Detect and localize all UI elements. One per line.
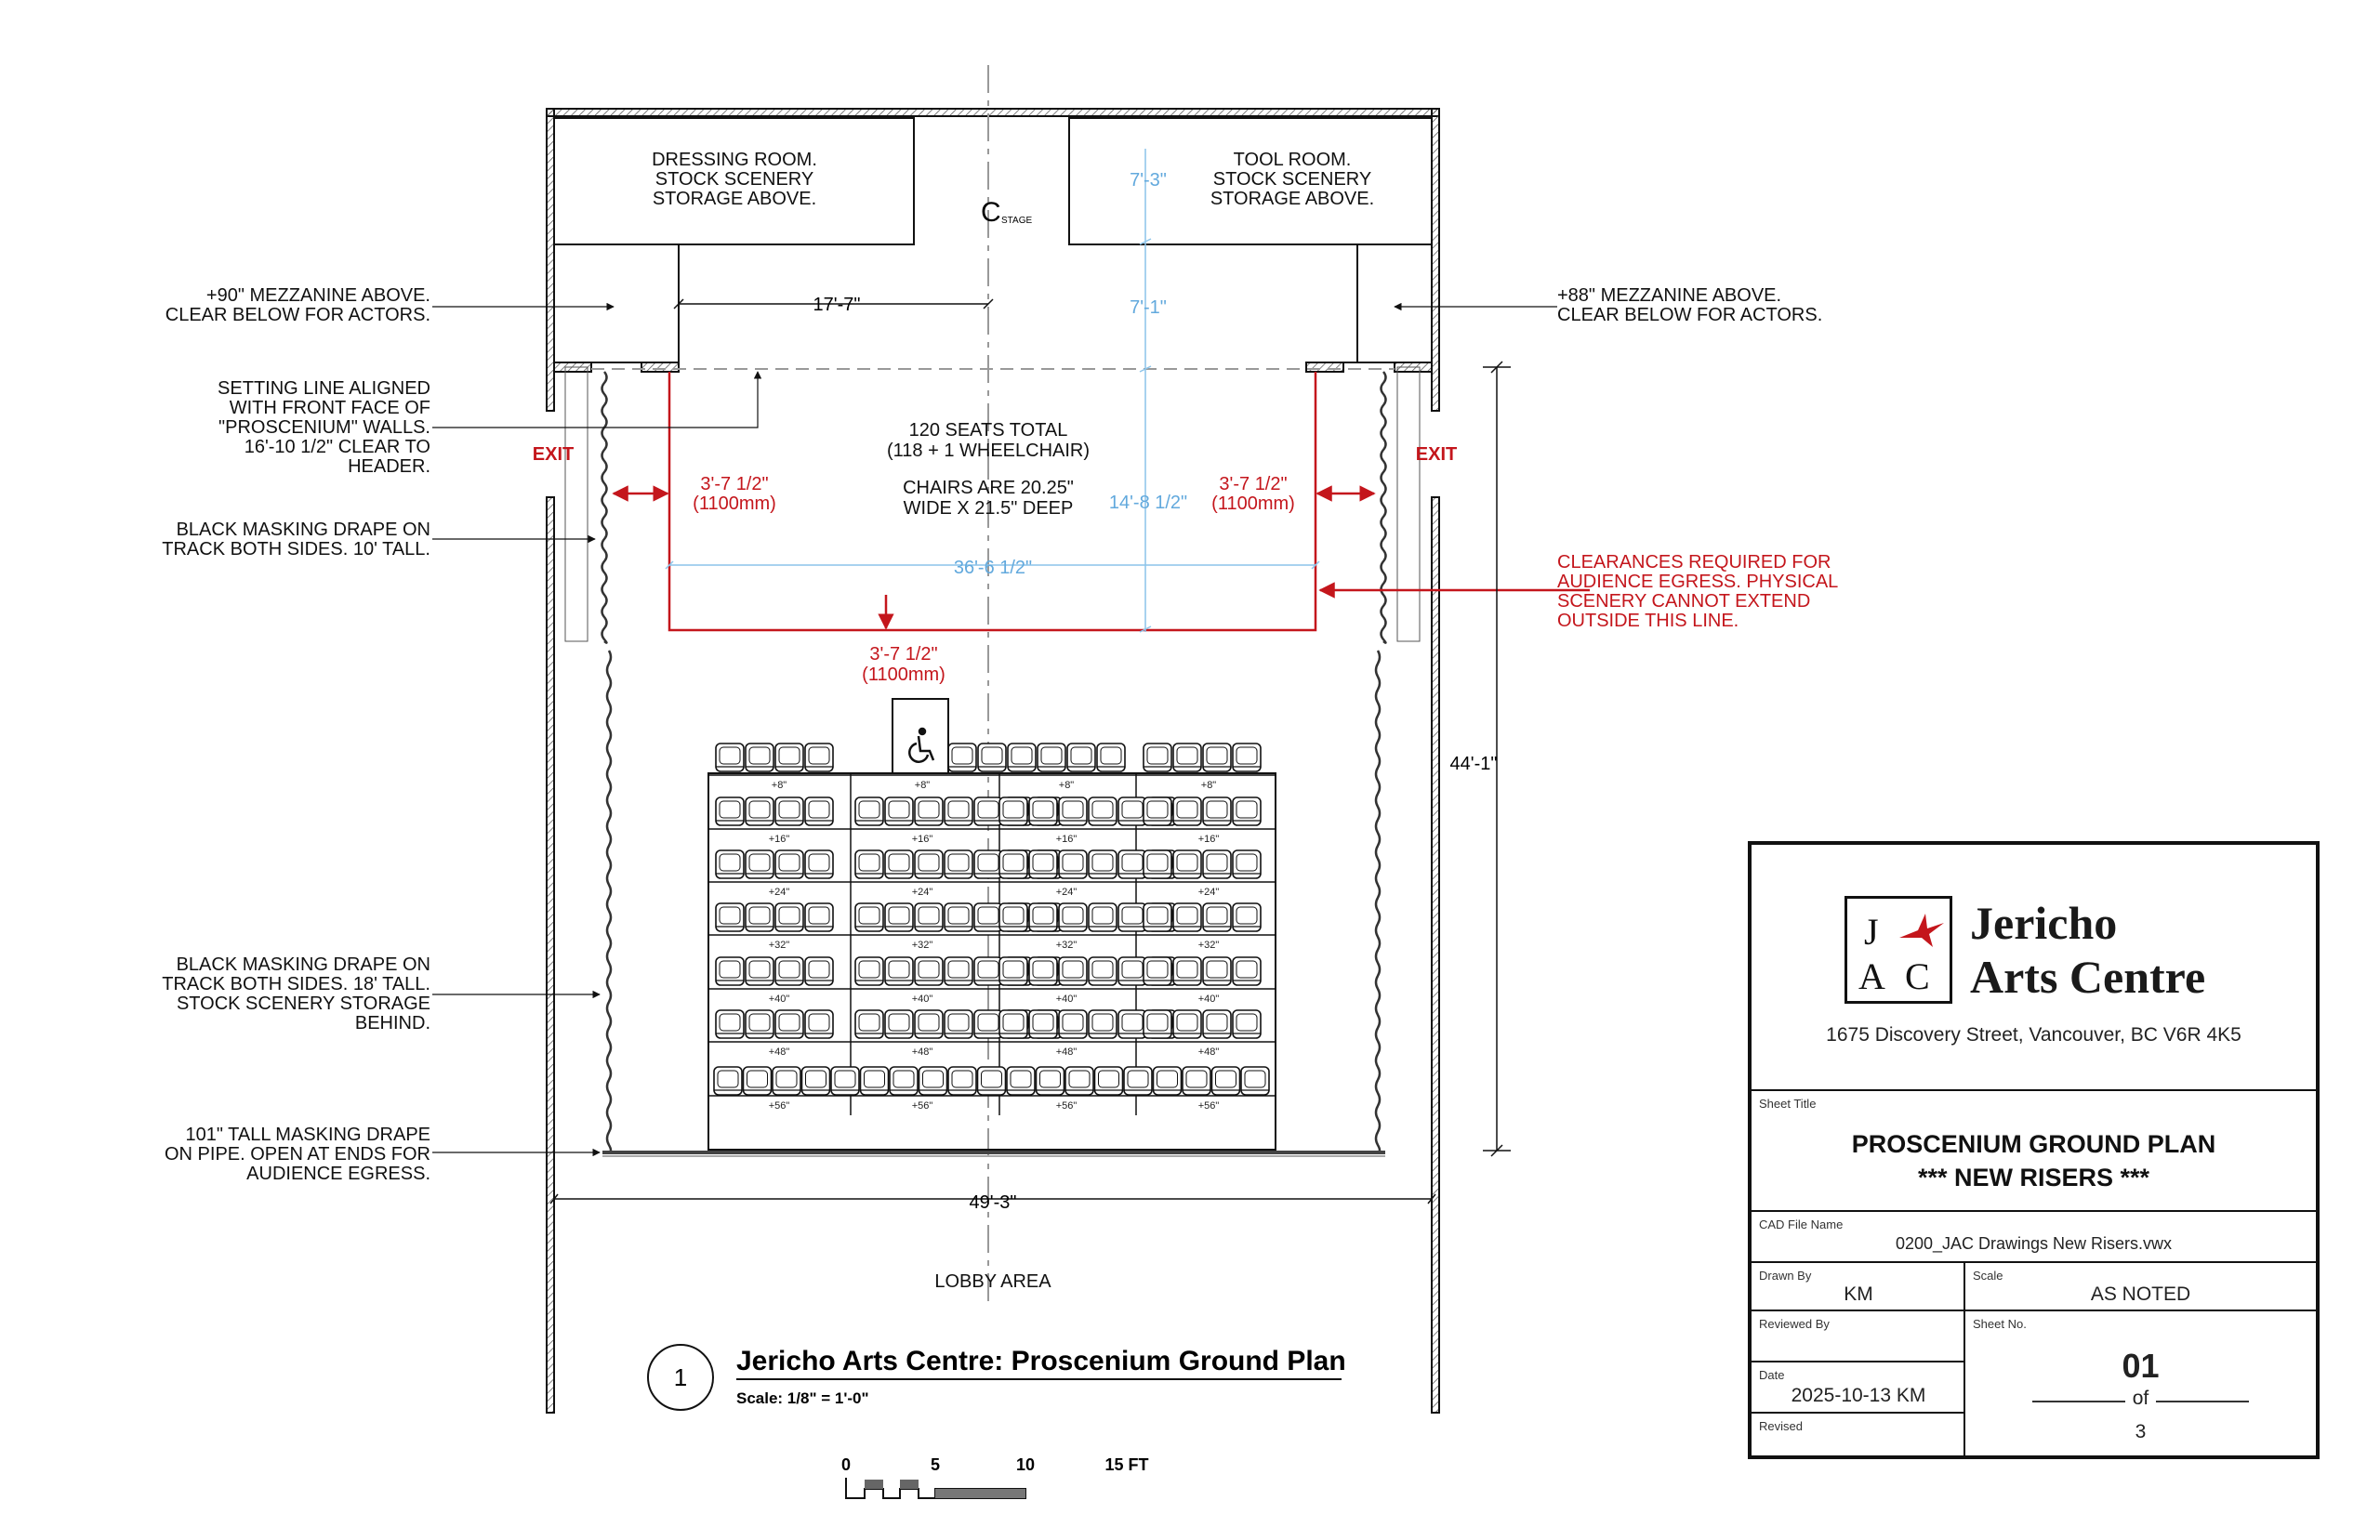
left-notes (162, 285, 430, 1184)
audience-seat (885, 1010, 913, 1038)
riser-height-label: +40" (911, 994, 933, 1005)
audience-seat (885, 850, 913, 878)
sheet-number-cell: Sheet No. 01 of 3 (1965, 1311, 2316, 1455)
drawn-by: KM (1844, 1283, 1873, 1305)
audience-seat (831, 1067, 859, 1095)
svg-text:5: 5 (930, 1455, 941, 1474)
date-value: 2025-10-13 KM (1791, 1385, 1926, 1406)
audience-seat (978, 1067, 1006, 1095)
svg-text:"PROSCENIUM" WALLS.: "PROSCENIUM" WALLS. (218, 417, 430, 438)
audience-seat (1173, 797, 1201, 825)
audience-seat (775, 850, 803, 878)
tool-room-label (1210, 150, 1374, 209)
audience-seat (1029, 957, 1057, 985)
riser-height-label: +16" (911, 834, 933, 845)
audience-seat (855, 903, 883, 931)
svg-text:+90" MEZZANINE ABOVE.: +90" MEZZANINE ABOVE. (205, 285, 430, 306)
riser-height-label: +40" (1055, 994, 1078, 1005)
title-block (1748, 841, 2320, 1459)
audience-seat (775, 1010, 803, 1038)
svg-text:(118 + 1 WHEELCHAIR): (118 + 1 WHEELCHAIR) (886, 441, 1091, 461)
svg-text:TRACK BOTH SIDES. 10' TALL.: TRACK BOTH SIDES. 10' TALL. (162, 539, 430, 559)
audience-seat (1007, 1067, 1035, 1095)
audience-seat (1154, 1067, 1182, 1095)
of-label: of (2132, 1388, 2149, 1409)
audience-seat (716, 957, 744, 985)
audience-seat (1037, 1067, 1064, 1095)
exit-label-right: EXIT (1415, 444, 1458, 465)
audience-seat (1144, 903, 1171, 931)
audience-seat (1089, 1010, 1117, 1038)
audience-seat (915, 1010, 943, 1038)
lobby-label: LOBBY AREA (934, 1271, 1051, 1292)
scale-value: AS NOTED (2090, 1283, 2191, 1305)
audience-seat (805, 903, 833, 931)
audience-seat (1233, 903, 1261, 931)
riser-height-label: +16" (768, 834, 790, 845)
svg-text:BLACK MASKING DRAPE ON: BLACK MASKING DRAPE ON (176, 954, 430, 975)
sheet-subtitle: *** NEW RISERS *** (1917, 1164, 2150, 1191)
audience-seat (855, 957, 883, 985)
audience-seat (773, 1067, 800, 1095)
dim-17-7: 17'-7" (813, 295, 861, 315)
svg-text:101" TALL MASKING DRAPE: 101" TALL MASKING DRAPE (185, 1125, 430, 1145)
svg-text:CLEAR BELOW FOR ACTORS.: CLEAR BELOW FOR ACTORS. (165, 305, 430, 325)
audience-seat (978, 744, 1006, 771)
audience-seat (805, 744, 833, 771)
svg-text:WITH FRONT FACE OF: WITH FRONT FACE OF (229, 398, 430, 418)
svg-text:STOCK SCENERY: STOCK SCENERY (1212, 169, 1372, 190)
audience-seat (1203, 744, 1231, 771)
riser-height-label: +48" (1055, 1046, 1078, 1058)
audience-seat (974, 797, 1002, 825)
audience-seat (945, 957, 972, 985)
svg-text:10: 10 (1015, 1455, 1036, 1474)
audience-seat (746, 957, 774, 985)
audience-seat (1203, 850, 1231, 878)
audience-seat (744, 1067, 772, 1095)
svg-text:AUDIENCE EGRESS. PHYSICAL: AUDIENCE EGRESS. PHYSICAL (1557, 572, 1839, 592)
riser-height-label: +40" (1197, 994, 1220, 1005)
riser-height-label: +48" (1197, 1046, 1220, 1058)
org-name: Jericho Arts Centre (1970, 897, 2206, 1003)
drawing-number: 1 (673, 1363, 688, 1391)
audience-seat (1241, 1067, 1269, 1095)
audience-seat (1089, 957, 1117, 985)
dim-14-8: 14'-8 1/2" (1108, 493, 1188, 513)
svg-text:BLACK MASKING DRAPE ON: BLACK MASKING DRAPE ON (176, 520, 430, 540)
audience-seat (885, 797, 913, 825)
audience-seat (945, 797, 972, 825)
audience-seat (714, 1067, 742, 1095)
sheet-title-cell: Sheet Title PROSCENIUM GROUND PLAN *** NEW RISERS *** (1752, 1091, 2316, 1212)
clearance-front-imperial: 3'-7 1/2" (869, 644, 938, 665)
audience-seat (1059, 1010, 1087, 1038)
audience-seat (861, 1067, 889, 1095)
audience-seat (1089, 850, 1117, 878)
svg-text:TRACK BOTH SIDES. 18' TALL.: TRACK BOTH SIDES. 18' TALL. (162, 974, 430, 994)
wheelchair-space (892, 699, 948, 773)
audience-seat (1233, 1010, 1261, 1038)
audience-seat (1144, 797, 1171, 825)
svg-text:15 FT: 15 FT (1104, 1455, 1149, 1474)
audience-seat (1233, 797, 1261, 825)
clearance-left-metric: (1100mm) (693, 494, 776, 514)
audience-seat (1008, 744, 1036, 771)
sheet-number: 01 (2122, 1347, 2160, 1385)
right-mezzanine-note (1557, 285, 1822, 325)
svg-text:+88" MEZZANINE ABOVE.: +88" MEZZANINE ABOVE. (1557, 285, 1782, 306)
audience-seat (1059, 957, 1087, 985)
clearance-front-metric: (1100mm) (862, 665, 945, 685)
audience-seat (974, 957, 1002, 985)
audience-seat (1203, 797, 1231, 825)
audience-seat (999, 797, 1027, 825)
audience-seat (1203, 903, 1231, 931)
sheet-total: 3 (2135, 1421, 2147, 1442)
drawn-by-cell: Drawn By KM (1752, 1263, 1965, 1311)
sheet-title: PROSCENIUM GROUND PLAN (1851, 1130, 2216, 1158)
audience-seat (775, 903, 803, 931)
audience-seat (1118, 1010, 1146, 1038)
svg-text:STORAGE ABOVE.: STORAGE ABOVE. (1210, 189, 1375, 209)
clearance-left-imperial: 3'-7 1/2" (700, 474, 769, 494)
riser-height-label: +32" (1055, 940, 1078, 951)
svg-text:DRESSING ROOM.: DRESSING ROOM. (652, 150, 817, 170)
riser-height-label: +24" (1197, 887, 1220, 898)
audience-seat (1089, 903, 1117, 931)
audience-seat (1089, 797, 1117, 825)
cad-file-name: 0200_JAC Drawings New Risers.vwx (1895, 1234, 2173, 1253)
riser-height-label: +32" (1197, 940, 1220, 951)
dim-7-1: 7'-1" (1130, 297, 1167, 318)
audience-seat (1124, 1067, 1152, 1095)
clearance-right-metric: (1100mm) (1211, 494, 1295, 514)
title-block-header (1752, 845, 2316, 1091)
dim-49-3: 49'-3" (969, 1192, 1017, 1213)
audience-seat (915, 850, 943, 878)
revised-cell: Revised (1752, 1414, 1965, 1455)
audience-seat (890, 1067, 918, 1095)
audience-seat (1118, 797, 1146, 825)
audience-seat (1173, 850, 1201, 878)
audience-seat (1118, 850, 1146, 878)
cad-file-cell: CAD File Name 0200_JAC Drawings New Risers.vwx (1752, 1212, 2316, 1263)
svg-text:ON PIPE. OPEN AT ENDS FOR: ON PIPE. OPEN AT ENDS FOR (165, 1144, 430, 1165)
audience-seat (1144, 850, 1171, 878)
audience-seat (948, 1067, 976, 1095)
riser-height-label: +24" (911, 887, 933, 898)
dim-44-1: 44'-1" (1449, 754, 1498, 774)
exit-label-left: EXIT (532, 444, 575, 465)
svg-text:BEHIND.: BEHIND. (354, 1013, 430, 1033)
scale-cell: Scale AS NOTED (1965, 1263, 2316, 1311)
audience-seat (885, 957, 913, 985)
audience-seat (1067, 744, 1095, 771)
riser-height-label: +16" (1055, 834, 1078, 845)
audience-seat (1144, 744, 1171, 771)
audience-seat (915, 903, 943, 931)
audience-seat (1203, 1010, 1231, 1038)
riser-height-label: +40" (768, 994, 790, 1005)
audience-seat (1173, 957, 1201, 985)
svg-text:STOCK SCENERY: STOCK SCENERY (654, 169, 814, 190)
audience-seat (1203, 957, 1231, 985)
audience-seat (1029, 797, 1057, 825)
riser-height-label: +48" (911, 1046, 933, 1058)
audience-seat (1173, 744, 1201, 771)
audience-seat (805, 850, 833, 878)
audience-seat (1038, 744, 1065, 771)
clearance-note (1557, 552, 1838, 631)
audience-seat (775, 957, 803, 985)
audience-seat (716, 797, 744, 825)
audience-seat (945, 903, 972, 931)
audience-seat (999, 957, 1027, 985)
riser-height-label: +32" (768, 940, 790, 951)
dim-7-3: 7'-3" (1130, 170, 1167, 191)
audience-seat (805, 797, 833, 825)
audience-seat (974, 850, 1002, 878)
audience-seat (746, 903, 774, 931)
audience-seat (1065, 1067, 1093, 1095)
audience-seat (746, 744, 774, 771)
audience-seat (716, 1010, 744, 1038)
audience-seat (948, 744, 976, 771)
audience-seat (1144, 1010, 1171, 1038)
centerline-symbol: C (981, 197, 1001, 228)
jac-logo (1844, 896, 1952, 1004)
audience-seat (1059, 903, 1087, 931)
drawing-label (648, 1345, 1346, 1410)
riser-height-label: +8" (914, 780, 931, 791)
audience-seat (716, 903, 744, 931)
svg-text:0: 0 (840, 1455, 852, 1474)
drawing-title: Jericho Arts Centre: Proscenium Ground Plan (736, 1346, 1346, 1376)
riser-height-label: +24" (1055, 887, 1078, 898)
audience-seat (1029, 1010, 1057, 1038)
audience-seat (945, 850, 972, 878)
reviewed-by-cell: Reviewed By (1752, 1311, 1965, 1362)
audience-seat (746, 1010, 774, 1038)
audience-seat (1233, 850, 1261, 878)
egress-clearance-zone (614, 372, 1590, 744)
audience-seat (1095, 1067, 1123, 1095)
audience-seat (775, 744, 803, 771)
riser-height-label: +56" (768, 1100, 790, 1112)
bird-icon (1897, 910, 1946, 951)
audience-seat (885, 903, 913, 931)
svg-text:WIDE X 21.5" DEEP: WIDE X 21.5" DEEP (903, 498, 1074, 519)
audience-seat (1059, 850, 1087, 878)
audience-seat (1097, 744, 1125, 771)
audience-seat (1029, 903, 1057, 931)
audience-seat (775, 797, 803, 825)
riser-height-label: +8" (1200, 780, 1217, 791)
audience-seat (1183, 1067, 1210, 1095)
svg-text:STORAGE ABOVE.: STORAGE ABOVE. (652, 189, 817, 209)
riser-height-label: +8" (771, 780, 787, 791)
audience-seat (802, 1067, 830, 1095)
audience-seat (1029, 850, 1057, 878)
riser-height-label: +8" (1058, 780, 1075, 791)
audience-seat (999, 903, 1027, 931)
riser-height-label: +16" (1197, 834, 1220, 845)
audience-seat (915, 957, 943, 985)
audience-seat (919, 1067, 947, 1095)
scale-bar (841, 1455, 1149, 1498)
org-address: 1675 Discovery Street, Vancouver, BC V6R 4K5 (1826, 1024, 2241, 1046)
audience-seat (716, 744, 744, 771)
audience-seat (1212, 1067, 1240, 1095)
audience-seat (1144, 957, 1171, 985)
dim-36-6: 36'-6 1/2" (953, 558, 1033, 578)
date-cell: Date 2025-10-13 KM (1752, 1362, 1965, 1414)
dressing-room-label (652, 150, 817, 209)
audience-seat (1233, 957, 1261, 985)
audience-seat (974, 903, 1002, 931)
drawing-scale: Scale: 1/8" = 1'-0" (736, 1389, 869, 1407)
svg-text:HEADER.: HEADER. (348, 456, 430, 477)
svg-text:CHAIRS ARE 20.25": CHAIRS ARE 20.25" (903, 478, 1074, 498)
audience-seat (855, 797, 883, 825)
audience-seat (855, 850, 883, 878)
audience-seat (974, 1010, 1002, 1038)
audience-seat (1118, 903, 1146, 931)
svg-text:CLEARANCES REQUIRED FOR: CLEARANCES REQUIRED FOR (1557, 552, 1831, 573)
audience-seat (855, 1010, 883, 1038)
riser-height-label: +56" (1197, 1100, 1220, 1112)
logo-letter-c: C (1905, 955, 1930, 997)
riser-height-label: +56" (1055, 1100, 1078, 1112)
audience-seat (805, 957, 833, 985)
logo-letter-a: A (1858, 955, 1885, 997)
audience-seat (945, 1010, 972, 1038)
audience-seat (1059, 797, 1087, 825)
svg-text:STOCK SCENERY STORAGE: STOCK SCENERY STORAGE (176, 994, 430, 1014)
audience-seat (746, 797, 774, 825)
svg-text:16'-10 1/2" CLEAR TO: 16'-10 1/2" CLEAR TO (244, 437, 430, 457)
audience-seat (999, 850, 1027, 878)
riser-height-label: +56" (911, 1100, 933, 1112)
svg-text:SCENERY CANNOT EXTEND: SCENERY CANNOT EXTEND (1557, 591, 1811, 612)
audience-seat (1118, 957, 1146, 985)
audience-seat (1233, 744, 1261, 771)
riser-height-label: +48" (768, 1046, 790, 1058)
svg-text:CLEAR BELOW FOR ACTORS.: CLEAR BELOW FOR ACTORS. (1557, 305, 1823, 325)
svg-text:120 SEATS TOTAL: 120 SEATS TOTAL (908, 420, 1068, 441)
logo-letter-j: J (1864, 911, 1879, 953)
audience-seat (999, 1010, 1027, 1038)
clearance-right-imperial: 3'-7 1/2" (1219, 474, 1288, 494)
riser-height-label: +32" (911, 940, 933, 951)
audience-seating-risers (708, 744, 1276, 1150)
svg-text:AUDIENCE EGRESS.: AUDIENCE EGRESS. (246, 1164, 430, 1184)
centerline-label: STAGE (1001, 216, 1033, 226)
svg-text:OUTSIDE THIS LINE.: OUTSIDE THIS LINE. (1557, 611, 1739, 631)
audience-seat (1173, 903, 1201, 931)
audience-seat (716, 850, 744, 878)
audience-seat (915, 797, 943, 825)
svg-text:TOOL ROOM.: TOOL ROOM. (1233, 150, 1352, 170)
audience-seat (805, 1010, 833, 1038)
audience-seat (746, 850, 774, 878)
audience-seat (1173, 1010, 1201, 1038)
riser-height-label: +24" (768, 887, 790, 898)
svg-text:SETTING LINE ALIGNED: SETTING LINE ALIGNED (218, 378, 430, 399)
